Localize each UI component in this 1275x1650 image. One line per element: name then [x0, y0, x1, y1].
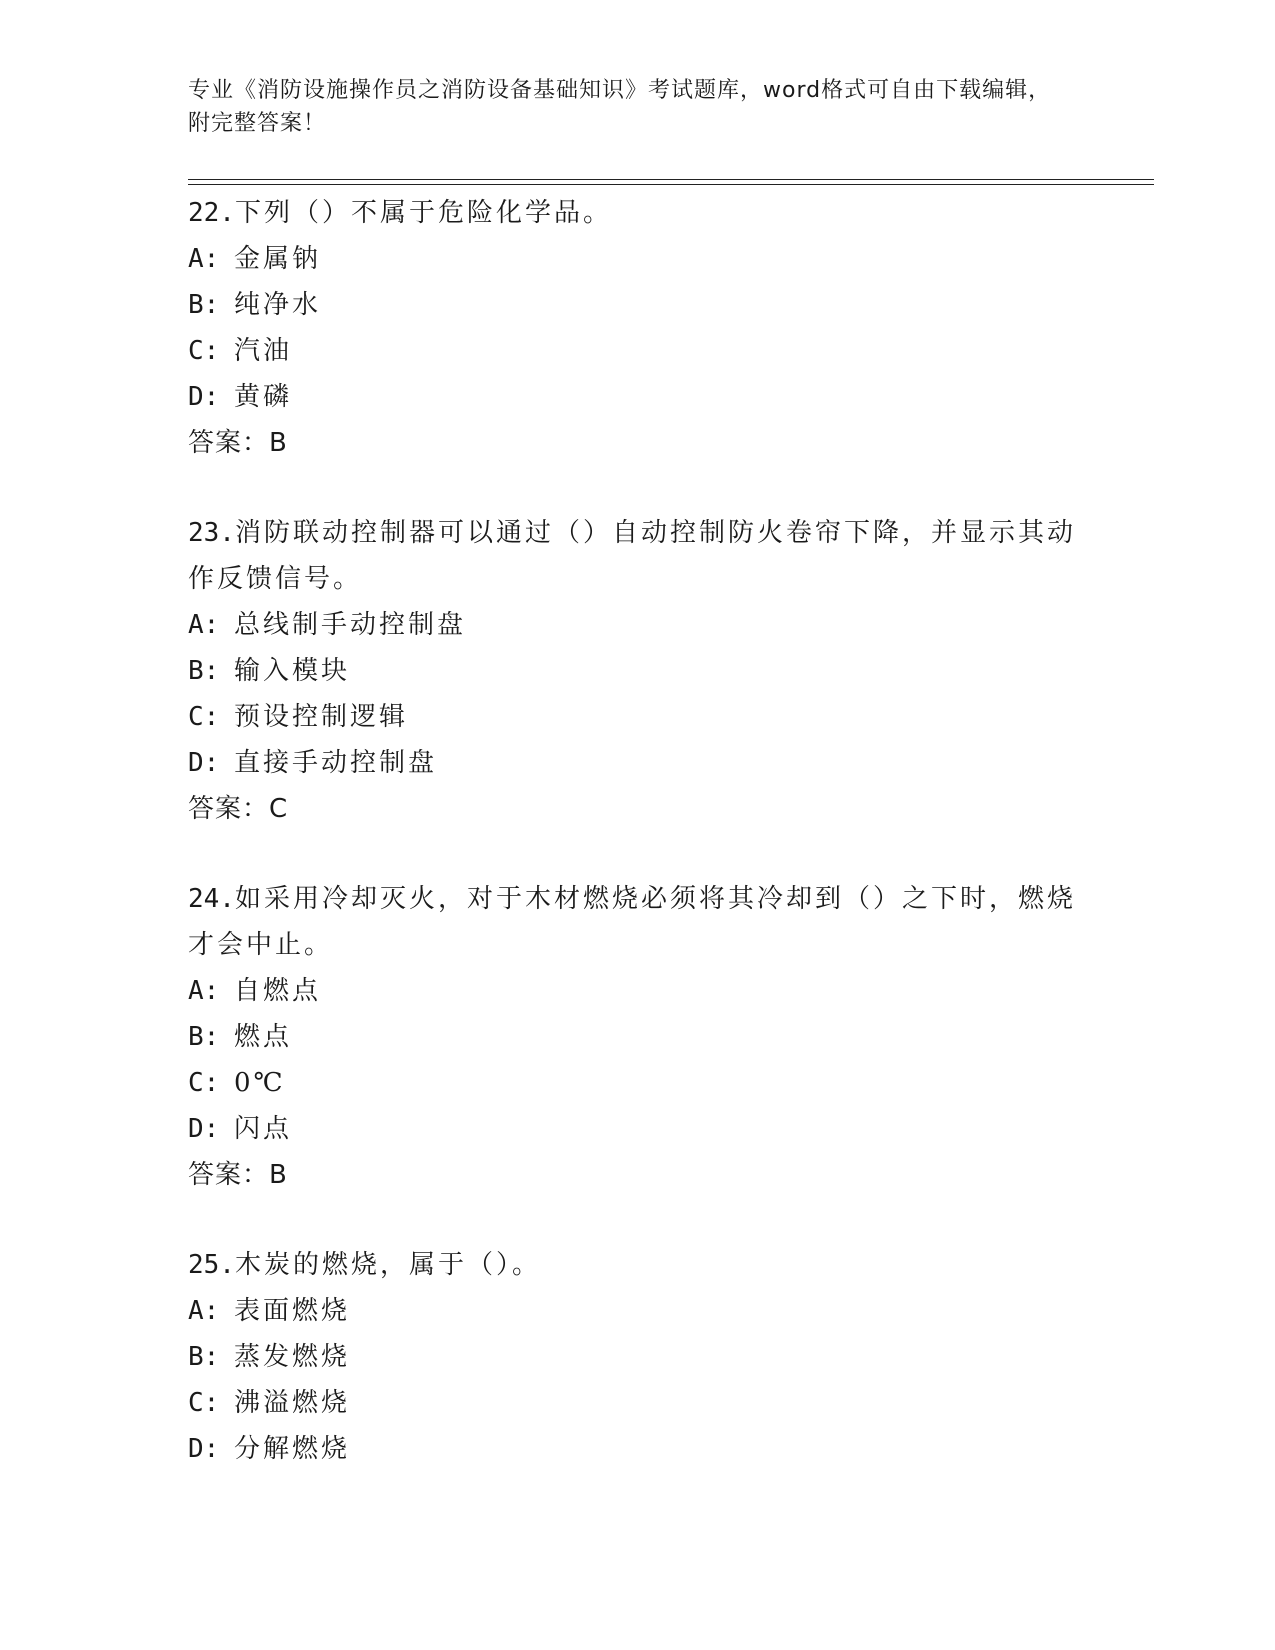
option-letter: B: [188, 290, 220, 320]
question-number: 24. [188, 884, 235, 914]
option-text: 闪点 [234, 1114, 293, 1144]
option-a [188, 968, 1088, 1014]
option-c [188, 1060, 1088, 1106]
option-letter: C: [188, 1068, 220, 1098]
option-letter: B: [188, 656, 220, 686]
option-text: 预设控制逻辑 [234, 702, 409, 732]
option-text: 0℃ [234, 1068, 286, 1098]
option-d [188, 374, 1088, 420]
question-22 [188, 190, 1088, 466]
question-stem [188, 1242, 1088, 1288]
option-letter: D: [188, 382, 220, 412]
header-note: 专业《消防设施操作员之消防设备基础知识》考试题库，word格式可自由下载编辑，附完整答案！ [188, 78, 1052, 136]
question-text: 消防联动控制器可以通过（）自动控制防火卷帘下降，并显示其动作反馈信号。 [188, 518, 1076, 594]
option-a [188, 602, 1088, 648]
option-text: 分解燃烧 [234, 1434, 351, 1464]
question-text: 木炭的燃烧，属于（）。 [234, 1250, 541, 1280]
option-b [188, 1334, 1088, 1380]
option-letter: C: [188, 336, 220, 366]
option-b [188, 282, 1088, 328]
option-letter: B: [188, 1022, 220, 1052]
question-23 [188, 510, 1088, 832]
option-text: 直接手动控制盘 [234, 748, 438, 778]
header-rule-bottom [188, 184, 1154, 185]
option-text: 汽油 [234, 336, 293, 366]
option-letter: B: [188, 1342, 220, 1372]
answer-line: 答案：C [188, 794, 289, 824]
option-letter: A: [188, 244, 220, 274]
option-c [188, 694, 1088, 740]
option-text: 自燃点 [234, 976, 322, 1006]
option-a [188, 1288, 1088, 1334]
question-number: 23. [188, 518, 235, 548]
question-text: 下列（）不属于危险化学品。 [234, 198, 612, 228]
option-text: 蒸发燃烧 [234, 1342, 351, 1372]
option-letter: A: [188, 976, 220, 1006]
question-stem [188, 876, 1088, 968]
option-text: 总线制手动控制盘 [234, 610, 467, 640]
option-letter: C: [188, 702, 220, 732]
option-c [188, 1380, 1088, 1426]
option-letter: A: [188, 1296, 220, 1326]
option-letter: A: [188, 610, 220, 640]
option-text: 沸溢燃烧 [234, 1388, 351, 1418]
option-d [188, 740, 1088, 786]
question-list [188, 190, 1088, 1516]
question-stem [188, 510, 1088, 602]
option-text: 纯净水 [234, 290, 322, 320]
answer-line: 答案：B [188, 428, 288, 458]
option-text: 燃点 [234, 1022, 293, 1052]
option-text: 输入模块 [234, 656, 351, 686]
option-letter: D: [188, 748, 220, 778]
question-text: 如采用冷却灭火，对于木材燃烧必须将其冷却到（）之下时，燃烧才会中止。 [188, 884, 1076, 960]
option-text: 金属钠 [234, 244, 322, 274]
option-b [188, 648, 1088, 694]
option-letter: D: [188, 1434, 220, 1464]
option-d [188, 1106, 1088, 1152]
option-text: 黄磷 [234, 382, 293, 412]
question-25 [188, 1242, 1088, 1472]
option-a [188, 236, 1088, 282]
question-number: 22. [188, 198, 235, 228]
header-rule-top [188, 179, 1154, 180]
question-stem [188, 190, 1088, 236]
option-c [188, 328, 1088, 374]
option-b [188, 1014, 1088, 1060]
option-d [188, 1426, 1088, 1472]
answer-line: 答案：B [188, 1160, 288, 1190]
question-24 [188, 876, 1088, 1198]
option-text: 表面燃烧 [234, 1296, 351, 1326]
option-letter: C: [188, 1388, 220, 1418]
question-number: 25. [188, 1250, 235, 1280]
option-letter: D: [188, 1114, 220, 1144]
